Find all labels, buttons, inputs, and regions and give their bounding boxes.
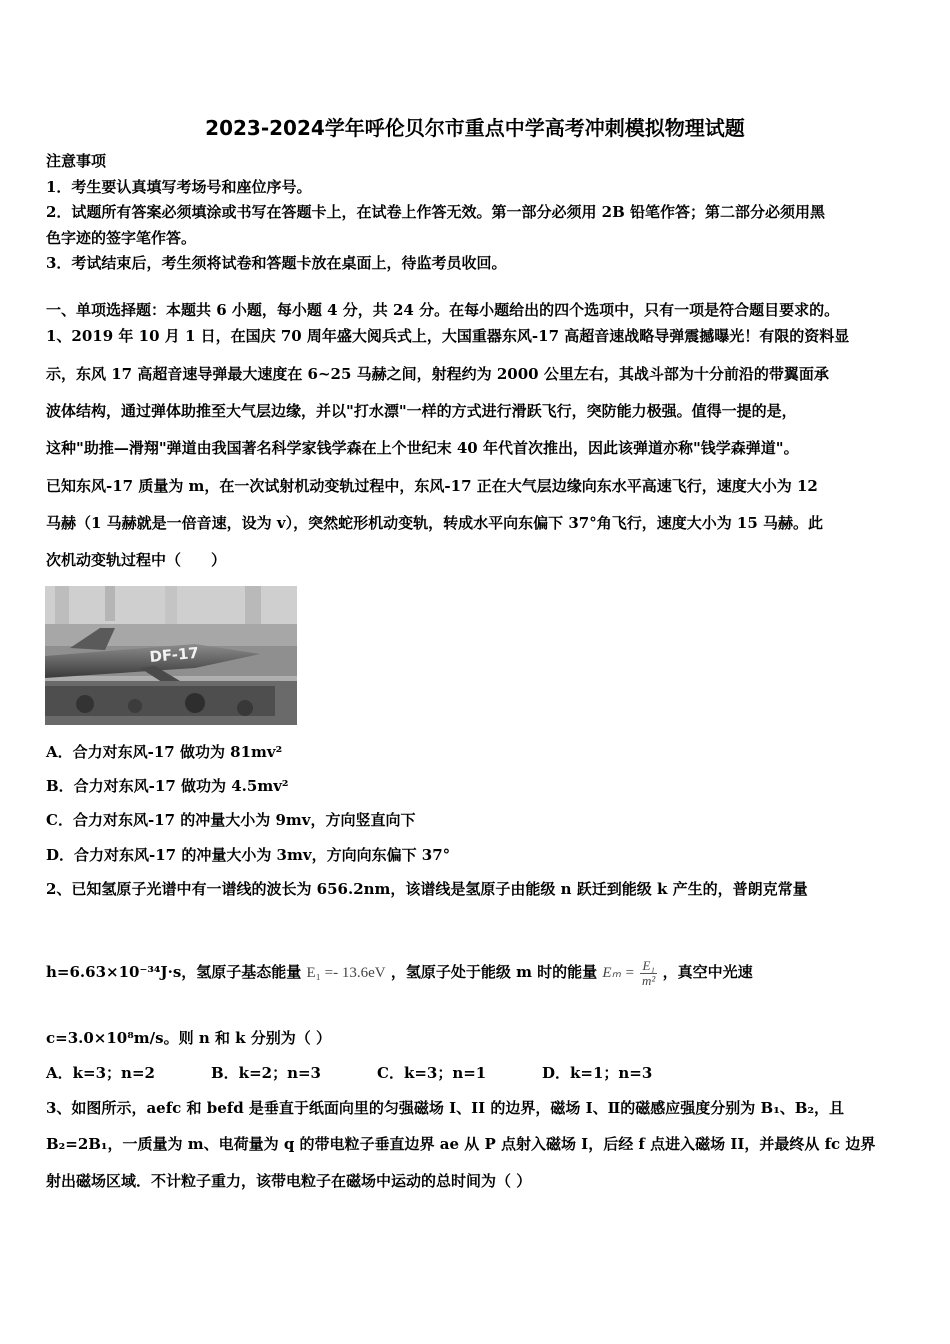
q2-option-d: D．k=1；n=3 (542, 1064, 653, 1082)
q1-text: 已知东风-17 质量为 m，在一次试射机动变轨过程中，东风-17 正在大气层边缘向东水平高速飞行，速度大小为 12 (46, 477, 818, 495)
missile-label: DF-17 (148, 643, 200, 666)
q1-text: 次机动变轨过程中（ ） (46, 551, 227, 569)
q2-option-a: A．k=3；n=2 (46, 1064, 155, 1082)
missile-photo (45, 586, 297, 725)
q1-option-a: A．合力对东风-17 做功为 81mv² (46, 743, 283, 761)
q1-text: 1、2019 年 10 月 1 日，在国庆 70 周年盛大阅兵式上，大国重器东风-17 高超音速战略导弹震撼曝光！有限的资料显 (46, 327, 850, 345)
q3-text: 3、如图所示，aefc 和 befd 是垂直于纸面向里的匀强磁场 I、II 的边界，磁场 I、Ⅱ的磁感应强度分别为 B₁、B₂，且 (46, 1099, 845, 1117)
q1-text: 示，东风 17 高超音速导弹最大速度在 6~25 马赫之间，射程约为 2000 公里左右，其战斗部为十分前沿的带翼面承 (46, 365, 829, 383)
section-heading: 一、单项选择题：本题共 6 小题，每小题 4 分，共 24 分。在每小题给出的四个选项中，只有一项是符合题目要求的。 (46, 301, 840, 319)
notice-item: 1．考生要认真填写考场号和座位序号。 (46, 178, 312, 196)
q1-text: 波体结构，通过弹体助推至大气层边缘，并以"打水漂"一样的方式进行滑跃飞行，突防能力极强。值得一提的是， (46, 402, 797, 420)
q1-text: 这种"助推—滑翔"弹道由我国著名科学家钱学森在上个世纪末 40 年代首次推出，因此该弹道亦称"钱学森弹道"。 (46, 439, 799, 457)
q2-option-c: C．k=3；n=1 (377, 1064, 487, 1082)
notice-item: 2．试题所有答案必须填涂或书写在答题卡上，在试卷上作答无效。第一部分必须用 2B 铅笔作答；第二部分必须用黑 (46, 203, 826, 221)
q2-em-lhs: Eₘ = (602, 965, 635, 981)
q2-e1-formula: E₁ =- 13.6eV (306, 965, 386, 981)
notice-item: 色字迹的签字笔作答。 (46, 229, 197, 247)
q1-text: 马赫（1 马赫就是一倍音速，设为 v），突然蛇形机动变轨，转成水平向东偏下 37°角飞行，速度大小为 15 马赫。此 (46, 514, 824, 532)
q2-formula-line (46, 955, 753, 990)
q1-option-d: D．合力对东风-17 的冲量大小为 3mv，方向向东偏下 37° (46, 846, 451, 864)
q2-end-text: ，真空中光速 (662, 963, 753, 981)
q2-h-text: h=6.63×10⁻³⁴J·s，氢原子基态能量 (46, 963, 302, 981)
q2-em-fraction (640, 959, 657, 988)
q3-text: B₂=2B₁，一质量为 m、电荷量为 q 的带电粒子垂直边界 ae 从 P 点射入磁场 I，后经 f 点进入磁场 II，并最终从 fc 边界 (46, 1135, 876, 1153)
q1-option-b: B．合力对东风-17 做功为 4.5mv² (46, 777, 289, 795)
notice-item: 3．考试结束后，考生须将试卷和答题卡放在桌面上，待监考员收回。 (46, 254, 507, 272)
q2-mid-text: ，氢原子处于能级 m 时的能量 (390, 963, 598, 981)
notice-heading: 注意事项 (46, 152, 107, 170)
q1-option-c: C．合力对东风-17 的冲量大小为 9mv，方向竖直向下 (46, 811, 416, 829)
q2-option-b: B．k=2；n=3 (211, 1064, 321, 1082)
q2-em-denominator: m² (642, 972, 656, 988)
q2-text: 2、已知氢原子光谱中有一谱线的波长为 656.2nm，该谱线是氢原子由能级 n 跃迁到能级 k 产生的，普朗克常量 (46, 880, 808, 898)
q3-text: 射出磁场区域．不计粒子重力，该带电粒子在磁场中运动的总时间为（ ） (46, 1172, 532, 1190)
q2-em-numerator: E₁ (640, 959, 657, 974)
q2-text: c=3.0×10⁸m/s。则 n 和 k 分别为（ ） (46, 1029, 332, 1047)
page-title: 2023-2024学年呼伦贝尔市重点中学高考冲刺模拟物理试题 (205, 116, 745, 140)
